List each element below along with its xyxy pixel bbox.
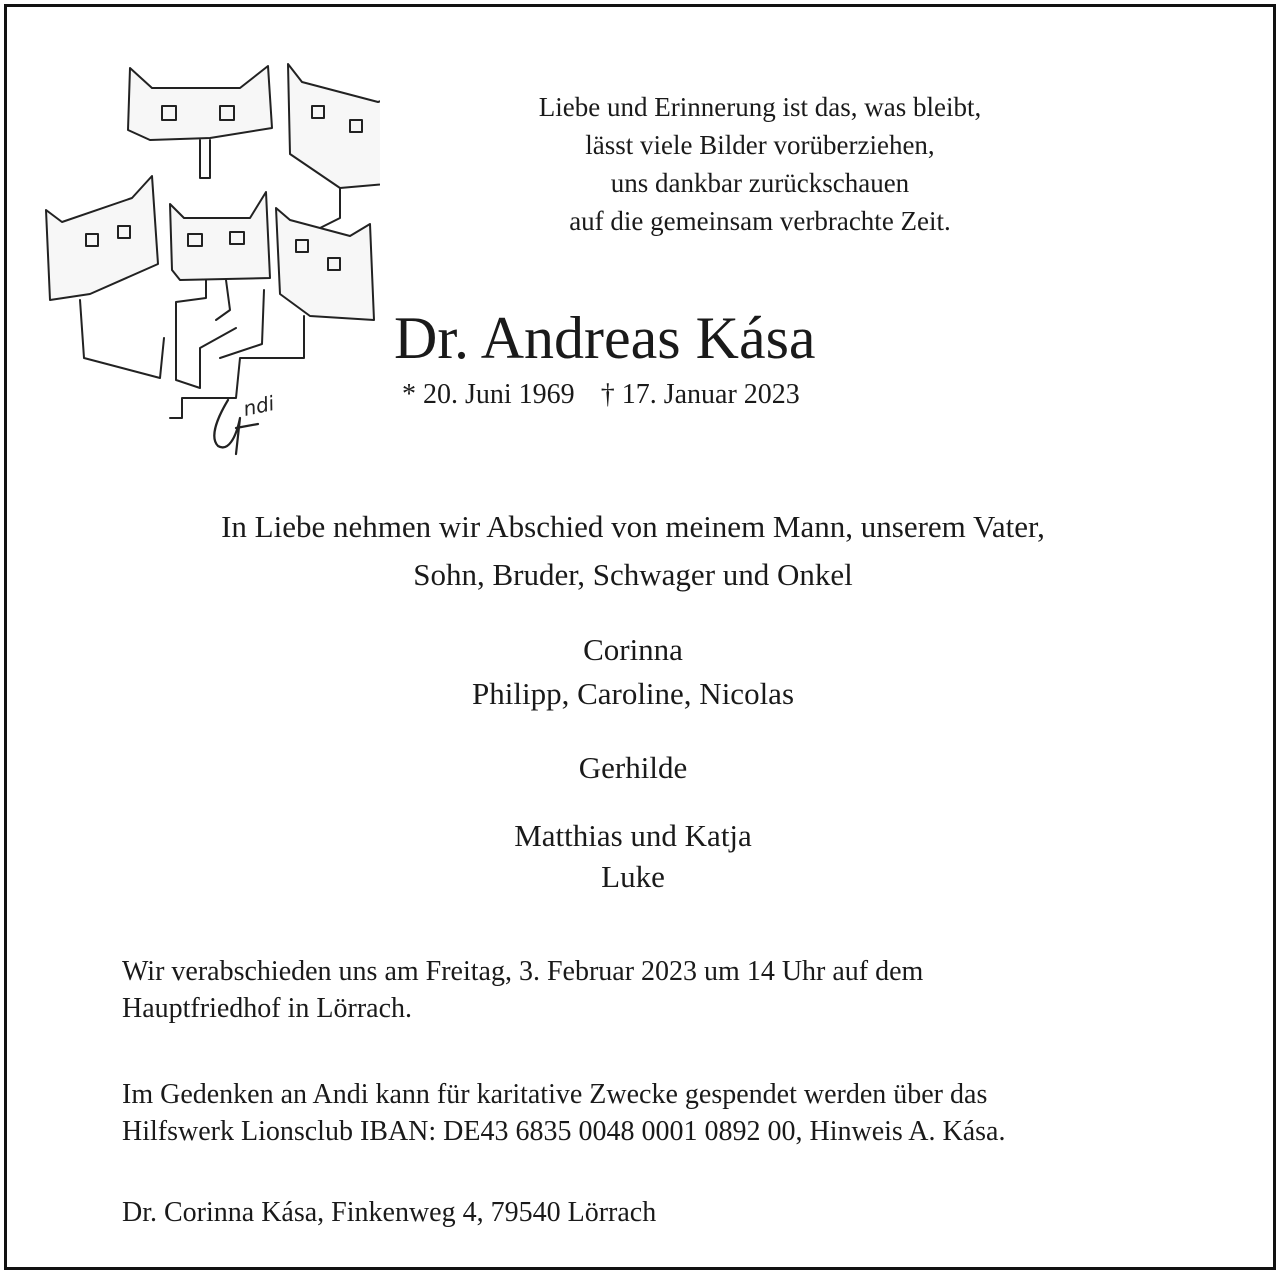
donation-line: Im Gedenken an Andi kann für karitative Zwecke gespendet werden über das [122, 1079, 988, 1110]
mourner-name: Luke [601, 859, 665, 894]
funeral-line: Wir verabschieden uns am Freitag, 3. Februar 2023 um 14 Uhr auf dem [122, 956, 924, 987]
poem-line: lässt viele Bilder vorüberziehen, [585, 130, 935, 160]
poem-line: uns dankbar zurückschauen [610, 168, 910, 198]
poem [520, 88, 1000, 240]
contact-address: Dr. Corinna Kása, Finkenweg 4, 79540 Lörrach [122, 1197, 657, 1228]
farewell-line: Sohn, Bruder, Schwager und Onkel [413, 557, 853, 592]
death-date: † 17. Januar 2023 [600, 379, 800, 410]
donation-line: Hilfswerk Lionsclub IBAN: DE43 6835 0048 0001 0892 00, Hinweis A. Kása. [122, 1116, 1006, 1147]
mourner-name: Gerhilde [578, 750, 688, 785]
poem-line: Liebe und Erinnerung ist das, was bleibt, [538, 92, 982, 122]
poem-line: auf die gemeinsam verbrachte Zeit. [569, 206, 951, 236]
mourner-group [0, 746, 1266, 790]
birth-date: * 20. Juni 1969 [402, 379, 575, 410]
funeral-info [122, 953, 1182, 1027]
deceased-name: Dr. Andreas Kása [394, 305, 816, 371]
mourner-name: Corinna [583, 632, 683, 667]
donation-info [122, 1076, 1182, 1150]
funeral-line: Hauptfriedhof in Lörrach. [122, 993, 412, 1024]
life-dates [402, 377, 800, 413]
mourner-group [0, 815, 1266, 897]
cat-houses-drawing-icon [40, 58, 380, 458]
mourner-name: Matthias und Katja [514, 818, 752, 853]
svg-text:ndi: ndi [241, 390, 277, 421]
farewell-text [0, 503, 1266, 599]
mourner-name: Philipp, Caroline, Nicolas [471, 676, 795, 711]
farewell-line: In Liebe nehmen wir Abschied von meinem Mann, unserem Vater, [221, 509, 1045, 544]
mourner-group [0, 628, 1266, 716]
